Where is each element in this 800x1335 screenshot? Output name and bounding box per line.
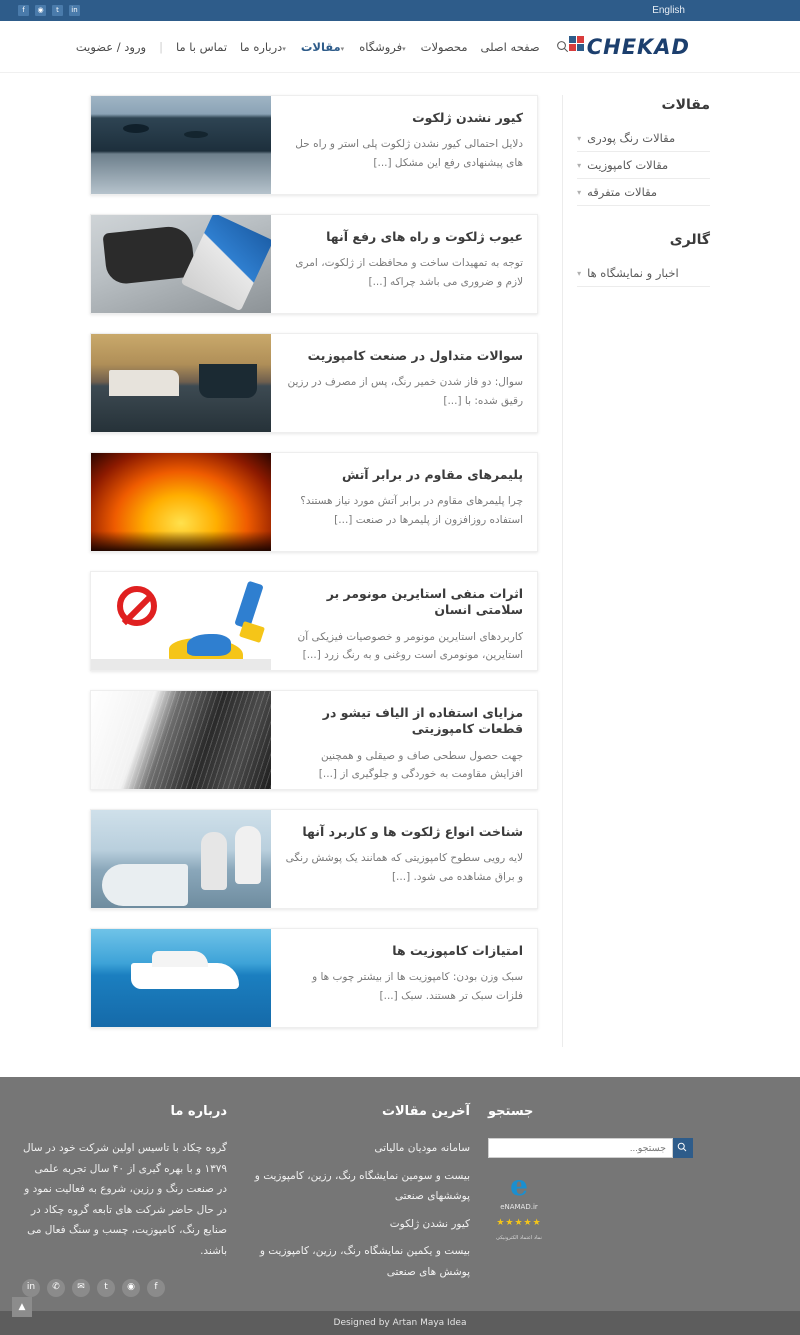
article-excerpt: توجه به تمهیدات ساخت و محافظت از ژلکوت، امری لازم و ضروری می باشد چراکه [...] [295,257,524,288]
phone-icon[interactable]: ✆ [47,1279,65,1297]
table-row[interactable] [90,95,538,195]
footer-about-column [22,1099,227,1297]
article-excerpt: دلایل احتمالی کیور نشدن ژلکوت پلی استر و راه حل های پیشنهادی رفع این مشکل [...] [295,138,524,169]
twitter-icon[interactable]: t [52,5,63,16]
sidebar-item-news-exhibitions[interactable] [577,260,710,287]
language-switch[interactable]: English [652,5,685,16]
article-title[interactable]: پلیمرهای مقاوم در برابر آتش [341,467,524,482]
article-thumbnail [91,810,271,909]
sidebar-item-label: مقالات رنگ پودری [587,131,676,145]
bottom-bar [0,1302,800,1335]
chevron-up-icon[interactable]: ▲ [12,1297,32,1317]
sidebar-title-articles: مقالات [661,97,710,113]
nav-item-products[interactable]: محصولات [420,39,468,54]
nav-item-about[interactable] [240,40,288,54]
sidebar-item-label: مقالات کامپوزیت [587,158,669,172]
facebook-icon[interactable]: f [147,1279,165,1297]
chevron-down-icon: ▾ [577,268,582,278]
list-item[interactable]: کیور نشدن ژلکوت [389,1217,470,1230]
sidebar [562,95,710,1047]
nav-item-articles-label: مقالات [300,39,341,54]
article-title[interactable]: کیور نشدن ژلکوت [412,110,524,125]
page-body [0,73,800,1077]
enamad-name: eNAMAD.ir [500,1203,538,1212]
chevron-down-icon: ▾ [577,187,582,197]
sidebar-item-label: مقالات متفرقه [587,185,658,199]
nav-separator: | [159,39,163,54]
article-title[interactable]: امتیازات کامپوزیت ها [392,943,524,958]
facebook-icon[interactable]: f [18,5,29,16]
logo[interactable] [569,35,690,59]
sidebar-item-misc-articles[interactable] [577,179,710,206]
twitter-icon[interactable]: t [97,1279,115,1297]
sidebar-title-gallery: گالری [669,232,710,248]
nav-item-shop[interactable] [359,40,407,54]
table-row[interactable] [90,452,538,552]
search-button[interactable] [673,1138,693,1158]
site-header [0,21,800,73]
article-body [271,453,537,551]
article-thumbnail [91,453,271,552]
enamad-badge[interactable] [488,1169,550,1243]
nav-item-shop-label: فروشگاه [359,39,403,54]
table-row[interactable] [90,809,538,909]
article-excerpt: کاربردهای استایرین مونومر و خصوصیات فیزیکی آن استایرین، مونومری است روغنی و به رنگ زرد [...] [297,630,524,661]
table-row[interactable] [90,571,538,671]
sidebar-item-label: اخبار و نمایشگاه ها [587,266,679,280]
sidebar-item-powder-coating-articles[interactable] [577,125,710,152]
article-title[interactable]: اثرات منفی استایرین مونومر بر سلامتی انسان [326,586,524,618]
footer-latest-articles-column [245,1099,470,1297]
table-row[interactable] [90,928,538,1028]
article-title[interactable]: مزایای استفاده از الیاف تیشو در قطعات کامپوزیتی [322,705,524,737]
instagram-icon[interactable]: ◉ [122,1279,140,1297]
nav-item-home[interactable]: صفحه اصلی [480,39,540,54]
chevron-down-icon: ▾ [577,160,582,170]
chevron-down-icon: ▾ [282,44,286,53]
article-title[interactable]: عیوب ژلکوت و راه های رفع آنها [326,229,524,244]
logo-dots-icon [569,36,584,51]
article-excerpt: چرا پلیمرهای مقاوم در برابر آتش مورد نیاز هستند؟ استفاده روزافزون از پلیمرها در صنعت [...] [300,495,524,526]
search-input[interactable] [488,1138,673,1158]
article-thumbnail [91,572,271,671]
footer-articles-title: آخرین مقالات [381,1104,470,1119]
nav-item-contact[interactable]: تماس با ما [175,39,228,54]
instagram-icon[interactable]: ◉ [35,5,46,16]
article-body [271,334,537,432]
article-thumbnail [91,215,271,314]
chevron-down-icon: ▾ [340,44,345,53]
nav-item-articles[interactable] [301,40,346,54]
article-body [271,96,537,194]
footer-search-title: جستجو [488,1104,534,1119]
search-icon[interactable] [555,40,569,54]
chevron-down-icon: ▾ [577,133,582,143]
footer-about-title: درباره ما [170,1104,227,1119]
table-row[interactable] [90,214,538,314]
article-thumbnail [91,929,271,1028]
article-title[interactable]: سوالات متداول در صنعت کامپوزیت [307,348,524,363]
sidebar-item-composite-articles[interactable] [577,152,710,179]
list-item[interactable]: بیست و یکمین نمایشگاه رنگ، رزین، کامپوزیت و پوشش های صنعتی [259,1245,470,1278]
footer-social-links [22,1279,227,1297]
article-excerpt: جهت حصول سطحی صاف و صیقلی و همچنین افزایش مقاومت به خوردگی و جلوگیری از [...] [318,749,524,780]
site-footer [0,1077,800,1311]
article-excerpt: سوال: دو فاز شدن خمیر رنگ، پس از مصرف در رزین رقیق شده: با [...] [287,376,524,407]
footer-search-column [488,1099,693,1297]
article-title[interactable]: شناخت انواع ژلکوت ها و کاربرد آنها [302,824,524,839]
nav-item-about-label: درباره ما [240,39,283,54]
article-body [271,572,537,670]
linkedin-icon[interactable]: in [22,1279,40,1297]
enamad-subtitle: نماد اعتماد الکترونیکی [496,1234,542,1241]
top-bar [0,0,800,21]
logo-text: CHEKAD [586,34,690,59]
article-body [271,810,537,908]
main-nav [76,40,569,54]
article-excerpt: سبک وزن بودن: کامپوزیت ها از بیشتر چوب ها و فلزات سبک تر هستند. سبک [...] [312,971,524,1002]
article-excerpt: لایه رویی سطوح کامپوزیتی که همانند یک پوشش رنگی و براق مشاهده می شود. [...] [285,852,524,883]
article-body [271,691,537,789]
nav-item-login-register[interactable]: ورود / عضویت [75,39,147,54]
footer-about-text: گروه چکاد با تاسیس اولین شرکت خود در سال ۱۳۷۹ و با بهره گیری از ۴۰ سال تجربه علمی در صنعت رنگ و رزین، شروع به فعالیت نمود و در حال حاضر شرکت های تابعه گروه چکاد در صنایع رنگ، کامپوزیت، چسب و سنگ فعال می باشند. [22,1142,227,1257]
credit-text: Designed by Artan Maya Idea [333,1318,467,1329]
search-form [488,1138,693,1158]
email-icon[interactable]: ✉ [72,1279,90,1297]
article-thumbnail [91,334,271,433]
enamad-stars: ★★★★★ [496,1217,542,1228]
chevron-down-icon: ▾ [402,44,406,53]
list-item[interactable]: بیست و سومین نمایشگاه رنگ، رزین، کامپوزیت و پوششهای صنعتی [254,1169,470,1203]
article-body [271,929,537,1027]
list-item[interactable]: سامانه مودیان مالیاتی [374,1142,470,1155]
table-row[interactable] [90,333,538,433]
article-thumbnail [91,96,271,195]
linkedin-icon[interactable]: in [69,5,80,16]
article-body [271,215,537,313]
article-thumbnail [91,691,271,790]
table-row[interactable] [90,690,538,790]
enamad-logo: e [510,1169,528,1203]
topbar-social-links [18,5,80,16]
articles-list [90,95,538,1047]
